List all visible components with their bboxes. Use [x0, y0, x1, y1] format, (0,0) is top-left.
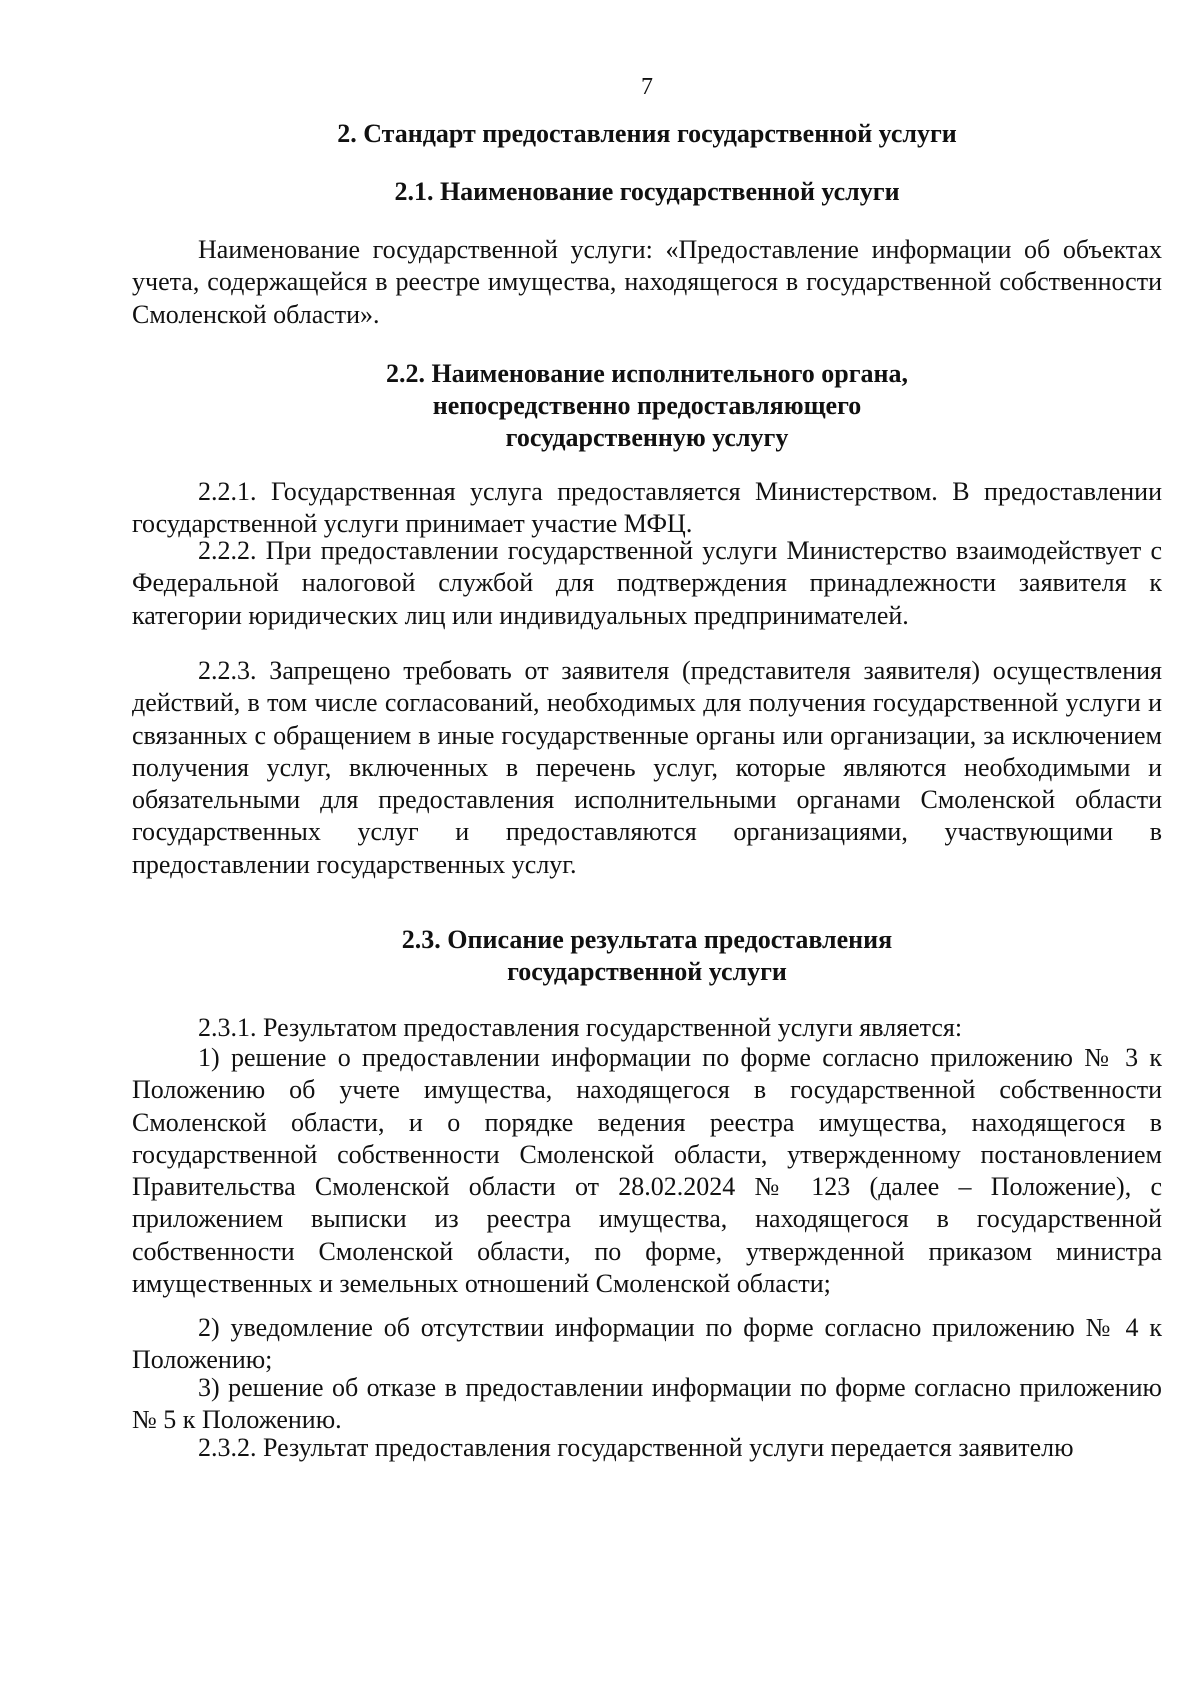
section-2-3-title-line-1: 2.3. Описание результата предоставления: [401, 925, 893, 954]
clause-2-3-1: 2.3.1. Результатом предоставления государственной услуги является:: [198, 1013, 963, 1042]
section-2-2-title-line-1: 2.2. Наименование исполнительного органа,: [385, 359, 909, 388]
section-2-2-title-line-2: непосредственно предоставляющего: [432, 391, 862, 420]
page-number: 7: [641, 74, 653, 100]
clause-2-2-3: 2.2.3. Запрещено требовать от заявителя (представителя заявителя) осуществления действий, в том числе согласований, необходимых для получения государственной услуги и связанных с обращением в иные государственные органы или организации, за исключением получения услуг, включенных в перечень услуг, которые являются необходимыми и обязательными для предоставления исполнительными органами Смоленской области государственных услуг и предоставляются организациями, участвующими в предоставлении государственных услуг.: [132, 656, 1162, 879]
result-item-2: 2) уведомление об отсутствии информации по форме согласно приложению № 4 к Положению;: [132, 1313, 1162, 1375]
clause-2-2-1: 2.2.1. Государственная услуга предоставляется Министерством. В предоставлении государственной услуги принимает участие МФЦ.: [132, 477, 1162, 539]
section-2-1-paragraph: Наименование государственной услуги: «Предоставление информации об объектах учета, содержащейся в реестре имущества, находящегося в государственной собственности Смоленской области».: [132, 235, 1162, 329]
section-2-title: 2. Стандарт предоставления государственной услуги: [337, 119, 957, 148]
section-2-3-title: [132, 924, 1162, 988]
section-2-2-title-line-3: государственную услугу: [505, 423, 789, 452]
clause-2-2-2: 2.2.2. При предоставлении государственной услуги Министерство взаимодействует с Федеральной налоговой службой для подтверждения принадлежности заявителя к категории юридических лиц или индивидуальных предпринимателей.: [132, 536, 1162, 630]
section-2-2-title: [132, 358, 1162, 454]
clause-2-3-2: 2.3.2. Результат предоставления государственной услуги передается заявителю: [198, 1433, 1074, 1462]
result-item-3: 3) решение об отказе в предоставлении информации по форме согласно приложению № 5 к Положению.: [132, 1373, 1162, 1435]
section-2-1-title: 2.1. Наименование государственной услуги: [394, 177, 900, 206]
section-2-3-title-line-2: государственной услуги: [507, 957, 787, 986]
result-item-1: 1) решение о предоставлении информации по форме согласно приложению № 3 к Положению об учете имущества, находящегося в государственной собственности Смоленской области, и о порядке ведения реестра имущества, находящегося в государственной собственности Смоленской области, утвержденному постановлением Правительства Смоленской области от 28.02.2024 № 123 (далее – Положение), с приложением выписки из реестра имущества, находящегося в государственной собственности Смоленской области, по форме, утвержденной приказом министра имущественных и земельных отношений Смоленской области;: [132, 1043, 1162, 1299]
